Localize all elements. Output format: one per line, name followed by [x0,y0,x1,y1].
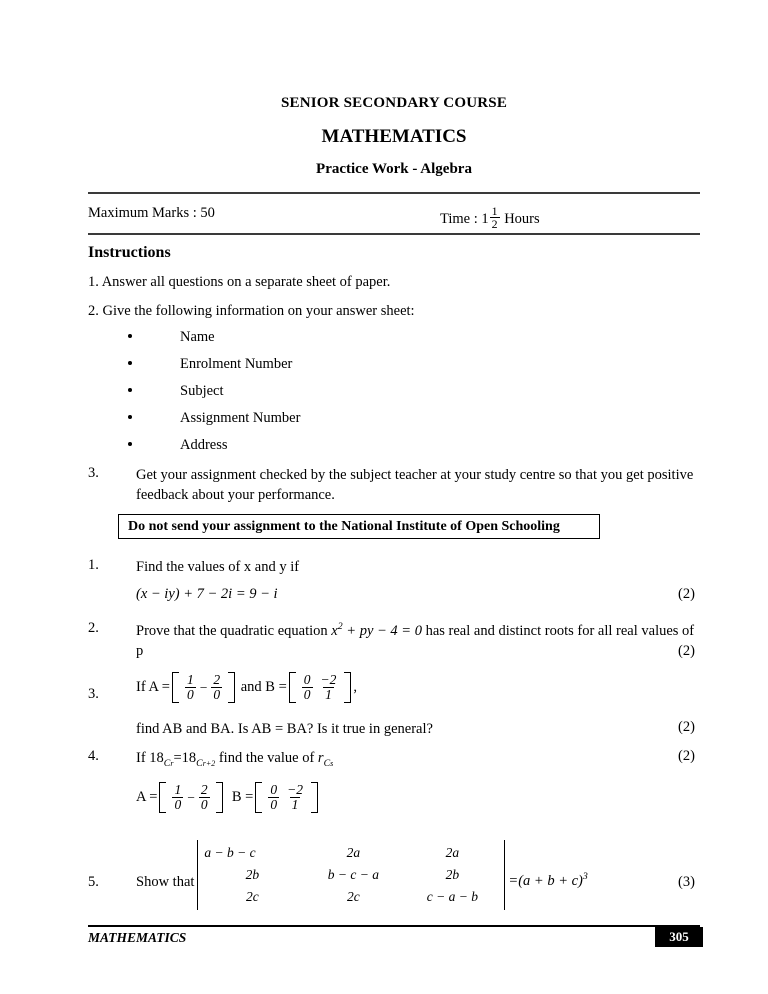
q4-sub-r1: r [170,758,174,768]
time-unit: Hours [504,210,540,227]
det-cell-r1c1: a − b − c [204,845,256,860]
header-divider-top [88,192,700,194]
matrix-bracket-left-icon [172,672,179,703]
footer-divider [88,925,700,927]
question-1-text: Find the values of x and y if [136,559,300,575]
det-cell-r2c3: 2b [445,866,460,882]
q4-sub-s3: s [330,758,334,768]
time-fraction [490,205,500,230]
notice-text: Do not send your assignment to the National Institute of Open Schooling [128,518,560,534]
time-fraction-numerator: 1 [491,204,498,218]
matrix-a [172,672,235,703]
question-3-marks: (2) [678,719,695,735]
matrix-a2-col-1: 1 0 [174,782,182,813]
det-cell-r3c2: 2c [347,888,360,904]
question-2-text-before: Prove that the quadratic equation [136,622,328,639]
question-2-text-after: has real and distinct roots for all real values of p [136,622,695,660]
matrix-bracket-right-icon [216,782,223,813]
maximum-marks-label: Maximum Marks : 50 [88,205,215,221]
matrix-bracket-left-icon [255,782,262,813]
bullet-point-icon [128,442,132,446]
bullet-label: Enrolment Number [180,356,293,372]
question-5-number: 5. [88,874,99,890]
question-5-text [136,840,588,910]
matrix-bracket-right-icon [228,672,235,703]
list-item [88,410,588,437]
question-4-middle: find the value of [218,750,315,766]
bullet-point-icon [128,334,132,338]
determinant [197,840,505,910]
question-3-lead: If A = [136,678,170,695]
matrix-b-col-2: −2 1 [320,672,337,703]
notice-box [118,514,600,539]
page-number-badge: 305 [655,927,703,947]
bullet-point-icon [128,415,132,419]
question-4-lead: If [136,750,146,766]
question-4-label-b: B = [231,788,254,805]
list-item [88,329,588,356]
question-2-number: 2. [88,620,99,636]
matrix-a-minus: − [199,679,208,695]
q4-sub-r2: r+2 [202,758,216,768]
bullet-point-icon [128,388,132,392]
bullet-label: Name [180,329,215,345]
question-3-followup: find AB and BA. Is AB = BA? Is it true in general? [136,721,433,737]
matrix-b2-col-1: 0 0 [270,782,278,813]
q4-sub-c2: C [196,757,203,769]
q4-sub-c1: C [163,757,171,769]
matrix-a-col-1: 1 0 [186,672,194,703]
list-item [88,383,588,410]
time-allowed-label [440,205,540,230]
det-cell-r2c2: b − c − a [327,866,380,882]
det-cell-r3c3: c − a − b [426,888,479,904]
determinant-bar-right-icon [504,840,505,910]
list-item [88,356,588,383]
question-4-expression: $18_{Cr}=18_{Cr+2}$ [149,750,216,769]
time-fraction-denominator: 2 [491,217,498,232]
question-3-text [136,672,576,703]
bullet-label: Assignment Number [180,410,301,426]
question-3-tail: , [353,678,358,695]
time-whole-number: 1 [481,210,489,227]
det-cell-r2c1: 2b [245,866,260,882]
matrix-a2-minus: − [187,789,195,805]
matrix-b2-col-2: −2 1 [287,782,303,813]
header-divider-bottom [88,233,700,235]
matrix-bracket-left-icon [159,782,166,813]
matrix-a-col-2: $\frac{2}{0}$ [213,672,221,703]
matrix-b [289,672,352,703]
question-4-number: 4. [88,748,99,764]
question-5-marks: (3) [678,874,695,890]
q4-sub-c3: C [323,757,331,769]
matrix-bracket-left-icon [289,672,296,703]
det-cell-r1c3: 2a [445,845,460,860]
instruction-bullet-list [88,329,588,464]
instruction-item-3-text: Get your assignment checked by the subject teacher at your study centre so that you get positive feedback about your performance. [136,467,694,503]
bullet-label: Address [180,437,228,453]
list-item [88,437,588,464]
matrix-bracket-right-icon [344,672,351,703]
question-2-marks: (2) [678,643,695,659]
question-2-equation: $x^2$ + py − 4 = 0 [331,621,422,639]
matrix-b-col-1: 0 0 [303,672,311,703]
question-1-equation: (x − iy) + 7 − 2i = 9 − i [136,586,278,602]
header-subject-title: MATHEMATICS [321,126,467,147]
question-5-lead: Show that [136,874,195,890]
matrix-bracket-right-icon [311,782,318,813]
instruction-item-2: 2. Give the following information on your answer sheet: [88,303,415,319]
bullet-point-icon [128,361,132,365]
header-paper-title: Practice Work - Algebra [316,161,472,177]
question-4-label-a: A = [136,788,158,805]
question-3-mid: and B = [240,678,287,695]
header-course-title: SENIOR SECONDARY COURSE [280,95,508,111]
bullet-label: Subject [180,383,224,399]
question-4-text [136,748,333,771]
instruction-item-3-number: 3. [88,465,99,481]
question-5-rhs: $=(a + b + c)^3$ [508,871,588,889]
question-1-marks: (2) [678,586,695,602]
matrix-b-second [255,782,318,813]
question-1-number: 1. [88,557,99,573]
question-2-text [136,620,702,662]
question-4-marks: (2) [678,748,695,764]
instruction-item-1: 1. Answer all questions on a separate sheet of paper. [88,274,391,290]
time-prefix: Time : [440,210,478,227]
question-4-matrix-row [136,782,320,813]
question-4-target: $r_{Cs}$ [317,750,334,769]
instructions-heading: Instructions [88,244,171,261]
det-cell-r3c1: 2c [246,888,259,904]
footer-subject-label: MATHEMATICS [88,930,187,945]
question-5-rhs-exponent: 3 [582,871,588,882]
matrix-a2-col-2: $\frac{2}{0}$ [200,782,208,813]
matrix-a-second [159,782,222,813]
det-cell-r1c2: 2a [346,845,361,860]
question-3-number: 3. [88,686,99,702]
